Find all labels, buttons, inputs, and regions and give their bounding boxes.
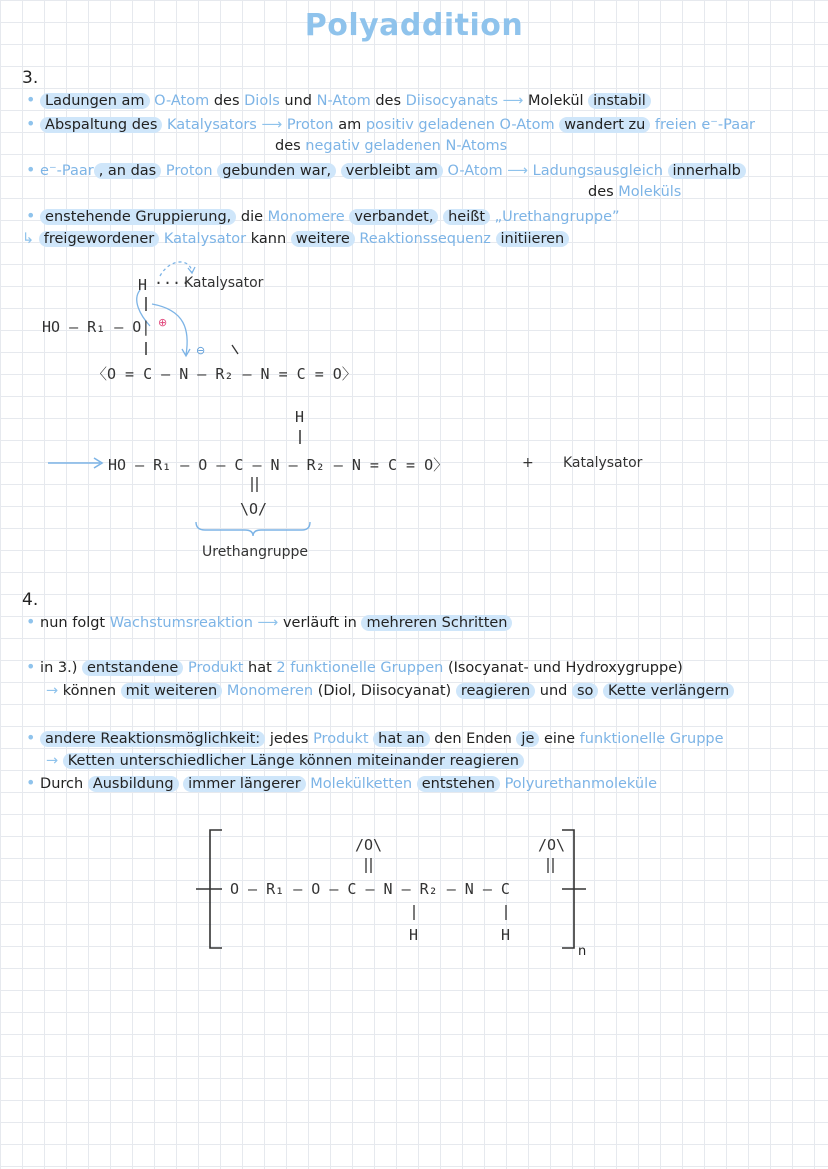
text: verbandet, xyxy=(349,209,438,225)
s4-line1: • nun folgt Wachstumsreaktion ⟶ verläuft in mehreren Schritten xyxy=(26,612,512,633)
carbonyl-o: \O/ xyxy=(240,500,268,518)
text: Ausbildung xyxy=(88,776,179,792)
polymer-o-top-2: /O\ xyxy=(538,836,566,854)
text: freigewordener xyxy=(39,231,159,247)
arrow-icon: ⟶ xyxy=(502,93,524,109)
s3-line2: • Abspaltung des Katalysators ⟶ Proton am positiv geladenen O-Atom wandert zu freien e⁻-Paar xyxy=(26,114,755,133)
catalyst-product: Katalysator xyxy=(563,455,643,471)
text: Reaktionssequenz xyxy=(359,231,491,247)
text: entstandene xyxy=(82,660,183,676)
s3-line4: • enstehende Gruppierung, die Monomere verbandet, heißt „Urethangruppe” xyxy=(26,206,620,225)
text: wandert zu xyxy=(559,117,650,133)
text: 2 funktionelle Gruppen xyxy=(276,660,444,676)
s3-line2b xyxy=(275,136,507,156)
polymer-o-top-1: /O\ xyxy=(355,836,383,854)
urethane-label: Urethangruppe xyxy=(202,544,309,560)
text: verbleibt am xyxy=(341,163,443,179)
text: „Urethangruppe” xyxy=(494,209,620,225)
text: in xyxy=(40,660,54,676)
s4-line6: • Durch Ausbildung immer längerer Molekülketten entstehen Polyurethanmoleküle xyxy=(26,773,658,792)
text: kann xyxy=(250,231,287,247)
text: Ladungen am xyxy=(40,93,149,109)
proton-h: H xyxy=(138,276,148,294)
diisocyanate: 〈O = C — N — R₂ — N = C = O〉 xyxy=(92,365,357,383)
text: so xyxy=(572,683,598,699)
text: Molekülketten xyxy=(310,776,413,792)
catalyst-label: Katalysator xyxy=(184,275,264,291)
text: Kette verlängern xyxy=(603,683,734,699)
s4-line2: • in 3.) entstandene Produkt hat 2 funktionelle Gruppen (Isocyanat- und Hydroxygruppe) xyxy=(26,657,683,676)
text: O-Atom xyxy=(447,163,503,179)
arrow-icon: → xyxy=(46,683,59,699)
text: Diisocyanats xyxy=(405,93,499,109)
text: Katalysators xyxy=(167,117,257,133)
text: je xyxy=(516,731,539,747)
text: hat xyxy=(248,660,272,676)
text: negativ geladenen N-Atoms xyxy=(305,138,508,154)
text: heißt xyxy=(443,209,490,225)
text: N-Atom xyxy=(316,93,371,109)
text: mehreren Schritten xyxy=(361,615,512,631)
text: gebunden war, xyxy=(217,163,336,179)
text: des xyxy=(588,184,614,200)
text: und xyxy=(284,93,312,109)
s3-line5 xyxy=(22,229,569,249)
text: , an das xyxy=(94,163,162,179)
text: Wachstumsreaktion xyxy=(109,615,253,631)
text: eine xyxy=(543,731,576,747)
text: enstehende Gruppierung, xyxy=(40,209,236,225)
arrow-icon: ⟶ xyxy=(507,163,529,179)
text: initiieren xyxy=(496,231,570,247)
s3-line1: • Ladungen am O-Atom des Diols und N-Atom des Diisocyanats ⟶ Molekül instabil xyxy=(26,90,651,111)
plus-charge-icon: ⊕ xyxy=(158,316,168,329)
s3-line3: • e⁻-Paar , an das Proton gebunden war, verbleibt am O-Atom ⟶ Ladungsausgleich innerhalb xyxy=(26,160,746,181)
text: weitere xyxy=(291,231,355,247)
text: funktionelle Gruppe xyxy=(579,731,724,747)
diol: HO — R₁ — O| xyxy=(42,318,151,336)
text: e⁻-Paar xyxy=(40,163,94,179)
text: und xyxy=(539,683,568,699)
arrow-icon: ⟶ xyxy=(261,117,283,133)
text: des xyxy=(213,93,240,109)
text: des xyxy=(275,138,301,154)
section-3-number: 3. xyxy=(22,68,39,88)
text: hat an xyxy=(373,731,429,747)
s4-line4: • andere Reaktionsmöglichkeit: jedes Produkt hat an den Enden je eine funktionelle Gruppe xyxy=(26,728,724,747)
text: den Enden xyxy=(434,731,512,747)
text: Diols xyxy=(244,93,280,109)
text: Produkt xyxy=(187,660,244,676)
text: Monomeren xyxy=(226,683,314,699)
product-h: H xyxy=(295,408,305,426)
text: am xyxy=(338,117,362,133)
text: Produkt xyxy=(313,731,369,747)
text: Molekül xyxy=(528,93,584,109)
s3-line3b xyxy=(588,182,681,202)
text: können xyxy=(62,683,117,699)
urethane-brace xyxy=(196,522,310,536)
arrow-icon: ⟶ xyxy=(257,615,279,631)
minus-charge-icon: ⊖ xyxy=(196,344,206,357)
text: Monomere xyxy=(267,209,345,225)
curved-arrow-right xyxy=(152,304,187,355)
s4-line3 xyxy=(46,681,734,701)
polymer-n: n xyxy=(578,944,587,959)
text: instabil xyxy=(588,93,651,109)
text: Abspaltung des xyxy=(40,117,162,133)
text: die xyxy=(240,209,264,225)
text: immer längerer xyxy=(183,776,306,792)
text: mit weiteren xyxy=(121,683,223,699)
dots: ···· xyxy=(154,274,191,292)
text: (Diol, Diisocyanat) xyxy=(317,683,452,699)
text: Proton xyxy=(286,117,334,133)
text: Ladungsausgleich xyxy=(532,163,663,179)
text: innerhalb xyxy=(668,163,746,179)
text: Durch xyxy=(40,776,84,792)
text: Moleküls xyxy=(618,184,682,200)
text: 3.) xyxy=(57,660,78,676)
text: Polyurethanmoleküle xyxy=(504,776,658,792)
section-4-number: 4. xyxy=(22,590,39,610)
text: nun folgt xyxy=(40,615,106,631)
text: andere Reaktionsmöglichkeit: xyxy=(40,731,265,747)
arrow-icon: → xyxy=(46,753,59,769)
polymer-h-1: H xyxy=(409,926,419,944)
page-title: Polyaddition xyxy=(304,8,524,43)
arrow-icon: ↳ xyxy=(22,231,35,247)
text: verläuft xyxy=(282,615,340,631)
s4-line5 xyxy=(46,751,524,771)
product-formula: HO — R₁ — O — C — N — R₂ — N = C = O〉 xyxy=(108,456,449,474)
text: entstehen xyxy=(417,776,500,792)
polymer-chain: O — R₁ — O — C — N — R₂ — N — C xyxy=(230,880,510,898)
text: jedes xyxy=(269,731,309,747)
text: in xyxy=(343,615,357,631)
text: Katalysator xyxy=(163,231,247,247)
text: Proton xyxy=(165,163,213,179)
text: positiv geladenen O-Atom xyxy=(365,117,555,133)
text: Ketten unterschiedlicher Länge können miteinander reagieren xyxy=(63,753,524,769)
plus: + xyxy=(522,455,534,471)
text: (Isocyanat- und Hydroxygruppe) xyxy=(447,660,683,676)
text: reagieren xyxy=(456,683,535,699)
polymer-h-2: H xyxy=(501,926,511,944)
text: freien e⁻-Paar xyxy=(654,117,755,133)
text: des xyxy=(375,93,401,109)
text: O-Atom xyxy=(154,93,210,109)
